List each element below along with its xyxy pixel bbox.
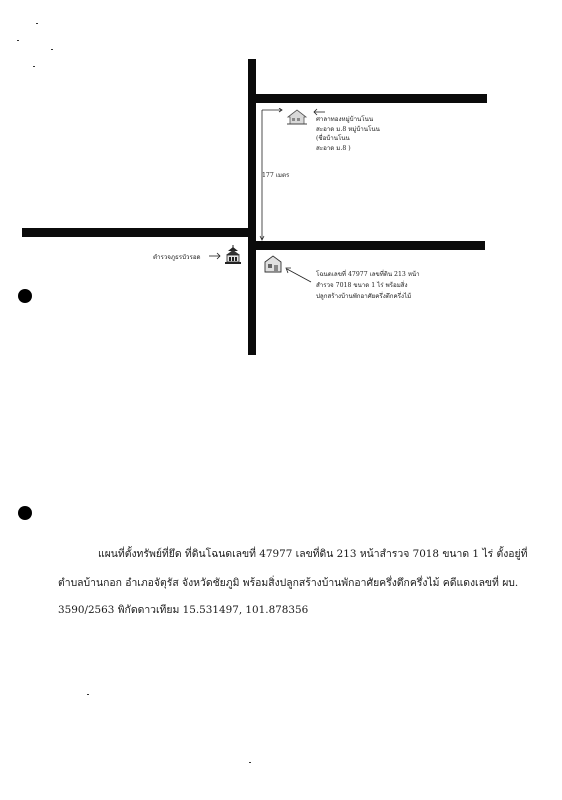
- scan-speck: [33, 66, 35, 67]
- police-station-label: ตำรวจภูธรบัวรอด: [153, 254, 201, 261]
- property-label: [316, 270, 420, 303]
- temple-icon: [224, 244, 242, 266]
- scan-speck: [51, 49, 53, 50]
- scan-speck: [249, 762, 251, 763]
- caption-line-3: 3590/2563 พิกัดดาวเทียม 15.531497, 101.878356: [58, 604, 309, 616]
- road-west: [22, 228, 248, 237]
- village-hall-line: ศาลาทองหมู่บ้านโนน: [316, 116, 374, 123]
- scan-speck: [87, 694, 89, 695]
- pointer-arrow-icon: [208, 252, 222, 260]
- house-icon: [263, 254, 283, 274]
- property-line: โฉนดเลขที่ 47977 เลขที่ดิน 213 หน้า: [316, 271, 420, 278]
- property-line: สำรวจ 7018 ขนาด 1 ไร่ พร้อมสิ่ง: [316, 281, 408, 289]
- scan-speck: [17, 40, 19, 41]
- caption-line-1: แผนที่ตั้งทรัพย์ที่ยึด ที่ดินโฉนดเลขที่ 47977 เลขที่ดิน 213 หน้าสำรวจ 7018 ขนาด 1 ไร่ ตั้งอยู่ที่: [98, 548, 528, 560]
- village-hall-line: สะอาด ม.8 หมู่บ้านโนน: [316, 125, 380, 133]
- road-top-east: [256, 94, 487, 103]
- building-icon: [286, 108, 308, 126]
- road-middle-east: [256, 241, 485, 250]
- village-hall-line: สะอาด ม.8 ): [316, 144, 351, 152]
- distance-label: 177 เมตร: [262, 172, 290, 179]
- scan-speck: [36, 23, 38, 24]
- binder-hole: [18, 289, 32, 303]
- caption-line-2: ตำบลบ้านกอก อำเภอจัตุรัส จังหวัดชัยภูมิ พร้อมสิ่งปลูกสร้างบ้านพักอาศัยครึ่งตึกครึ่งไม้ คดีแดงเลขที่ ผบ.: [58, 577, 519, 589]
- road-vertical: [248, 59, 256, 355]
- binder-hole: [18, 506, 32, 520]
- village-hall-label: [316, 115, 380, 153]
- property-line: ปลูกสร้างบ้านพักอาศัยครึ่งตึกครึ่งไม้: [316, 292, 412, 300]
- pointer-arrow-icon: [283, 266, 313, 284]
- village-hall-line: (ชื่อบ้านโนน: [316, 135, 350, 143]
